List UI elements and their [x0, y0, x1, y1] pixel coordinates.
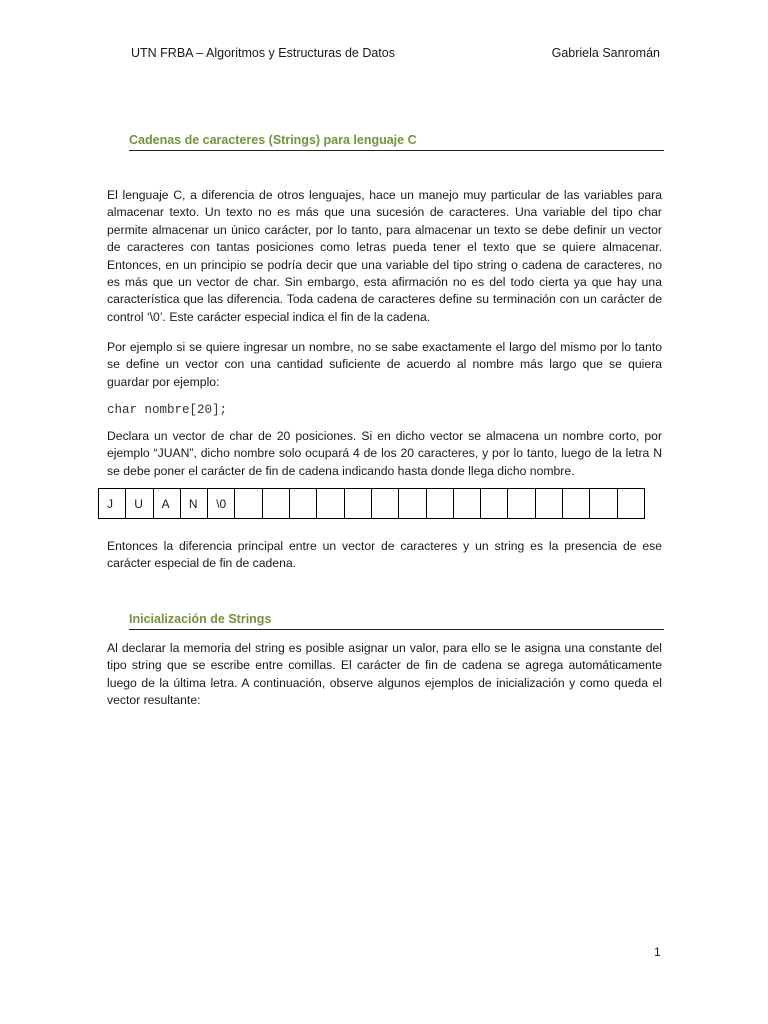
- section-title-initialization: Inicialización de Strings: [129, 611, 664, 630]
- page-number: 1: [654, 945, 661, 959]
- header-course-title: UTN FRBA – Algoritmos y Estructuras de Datos: [131, 46, 395, 60]
- vector-cell: [344, 489, 371, 519]
- paragraph-difference: Entonces la diferencia principal entre un vector de caracteres y un string es la presencia de ese carácter especial de fin de cadena.: [107, 539, 662, 571]
- char-vector-row: [99, 489, 645, 519]
- vector-cell: U: [126, 489, 153, 519]
- vector-cell: [617, 489, 644, 519]
- header-author: Gabriela Sanromán: [551, 46, 660, 60]
- paragraph-intro: El lenguaje C, a diferencia de otros lenguajes, hace un manejo muy particular de las variables para almacenar texto. Un texto no es más que una sucesión de caracteres. Una variable del tipo char permite almacenar un único carácter, por lo tanto, para almacenar un texto se debe definir un vector de caracteres con tantas posiciones como letras pueda tener el texto que se quiere almacenar. Entonces, en un principio se podría decir que una variable del tipo string o cadena de caracteres, no es más que un vector de char. Sin embargo, esta afirmación no es del todo cierta ya que hay una característica que las diferencia. Toda cadena de caracteres define su terminación con un carácter de control ‘\0’. Este carácter especial indica el fin de la cadena.: [107, 188, 662, 324]
- paragraph-initialization: Al declarar la memoria del string es posible asignar un valor, para ello se le asigna una constante del tipo string que se escribe entre comillas. El carácter de fin de cadena se agrega automáticamente luego de la última letra. A continuación, observe algunos ejemplos de inicialización y como queda el vector resultante:: [107, 641, 662, 708]
- vector-cell: [371, 489, 398, 519]
- vector-cell: J: [99, 489, 126, 519]
- vector-cell: [590, 489, 617, 519]
- section-title-strings: Cadenas de caracteres (Strings) para lenguaje C: [129, 132, 664, 151]
- paragraph-example: Por ejemplo si se quiere ingresar un nombre, no se sabe exactamente el largo del mismo por lo tanto se define un vector con una cantidad suficiente de acuerdo al nombre más largo que se quiera guardar por ejemplo:: [107, 340, 662, 389]
- vector-cell: [235, 489, 262, 519]
- code-declaration: char nombre[20];: [107, 403, 228, 417]
- vector-cell: [563, 489, 590, 519]
- vector-cell: N: [180, 489, 207, 519]
- vector-cell: A: [153, 489, 180, 519]
- vector-cell: [508, 489, 535, 519]
- vector-cell: \0: [208, 489, 235, 519]
- vector-cell: [426, 489, 453, 519]
- page-header: [131, 46, 660, 60]
- paragraph-vector-explanation: Declara un vector de char de 20 posiciones. Si en dicho vector se almacena un nombre corto, por ejemplo “JUAN”, dicho nombre solo ocupará 4 de los 20 caracteres, y por lo tanto, luego de la letra N se debe poner el carácter de fin de cadena indicando hasta donde llega dicho nombre.: [107, 429, 662, 478]
- vector-cell: [290, 489, 317, 519]
- vector-cell: [399, 489, 426, 519]
- vector-cell: [453, 489, 480, 519]
- vector-cell: [262, 489, 289, 519]
- vector-cell: [317, 489, 344, 519]
- vector-cell: [481, 489, 508, 519]
- vector-cell: [535, 489, 562, 519]
- char-vector-table: [98, 488, 645, 519]
